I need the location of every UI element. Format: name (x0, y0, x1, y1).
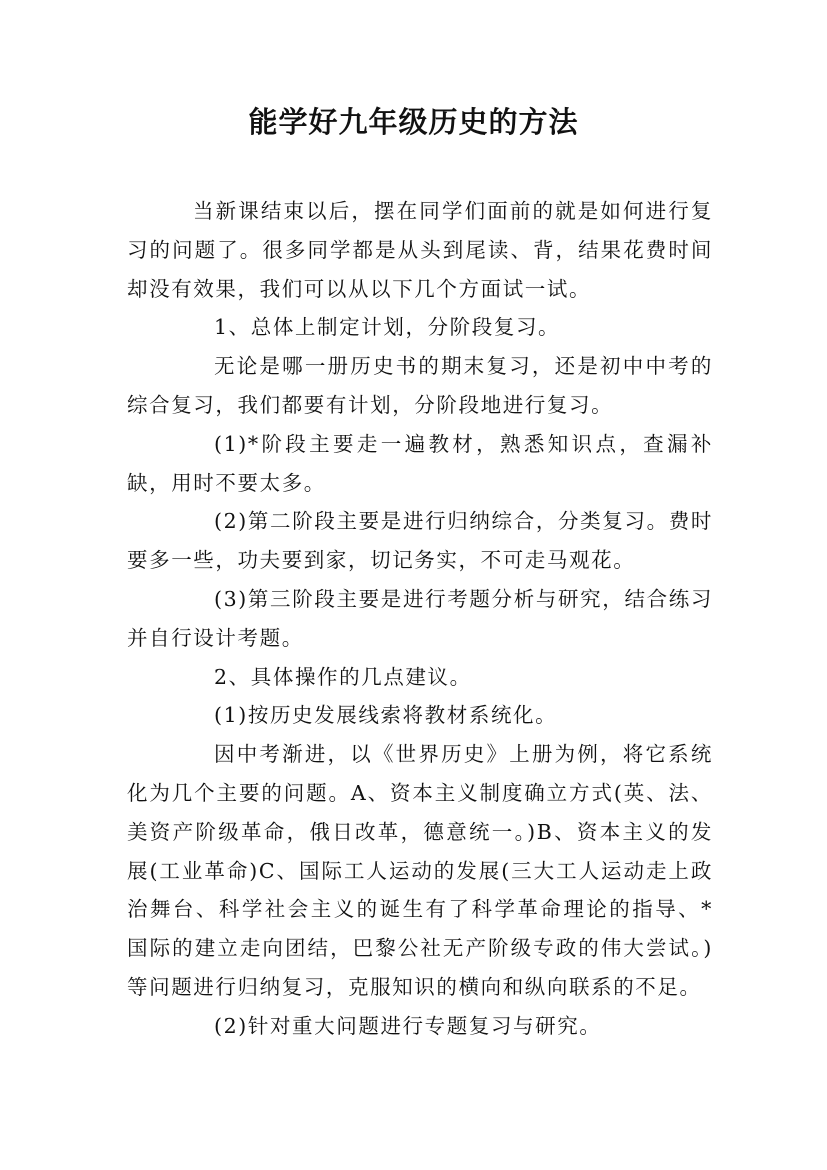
document-title: 能学好九年级历史的方法 (248, 105, 579, 139)
list-item-suggestion-1: (1)按历史发展线索将教材系统化。 (214, 703, 558, 728)
paragraph-plan-description: 无论是哪一册历史书的期末复习，还是初中中考的综合复习，我们都要有计划，分阶段地进行复习。 (127, 354, 713, 417)
document-body (127, 192, 713, 1046)
list-item-stage-2: (2)第二阶段主要是进行归纳综合，分类复习。费时要多一些，功夫要到家，切记务实，不可走马观花。 (127, 509, 713, 573)
section-heading-overall-plan: 1、总体上制定计划，分阶段复习。 (214, 315, 561, 340)
paragraph-intro: 当新课结束以后，摆在同学们面前的就是如何进行复习的问题了。很多同学都是从头到尾读、背，结果花费时间却没有效果，我们可以从以下几个方面试一试。 (127, 199, 713, 301)
section-heading-suggestions: 2、具体操作的几点建议。 (214, 664, 472, 689)
paragraph-world-history-example: 因中考渐进，以《世界历史》上册为例，将它系统化为几个主要的问题。A、资本主义制度确立方式(英、法、美资产阶级革命，俄日改革，德意统一。)B、资本主义的发展(工业革命)C、国际工人运动的发展(三大工人运动走上政治舞台、科学社会主义的诞生有了科学革命理论的指导、*国际的建立走向团结，巴黎公社无产阶级专政的伟大尝试。)等问题进行归纳复习，克服知识的横向和纵向联系的不足。 (127, 742, 713, 999)
list-item-stage-1: (1)*阶段主要走一遍教材，熟悉知识点，查漏补缺，用时不要太多。 (127, 431, 713, 495)
list-item-suggestion-2: (2)针对重大问题进行专题复习与研究。 (214, 1013, 602, 1038)
list-item-stage-3: (3)第三阶段主要是进行考题分析与研究，结合练习并自行设计考题。 (127, 586, 713, 650)
